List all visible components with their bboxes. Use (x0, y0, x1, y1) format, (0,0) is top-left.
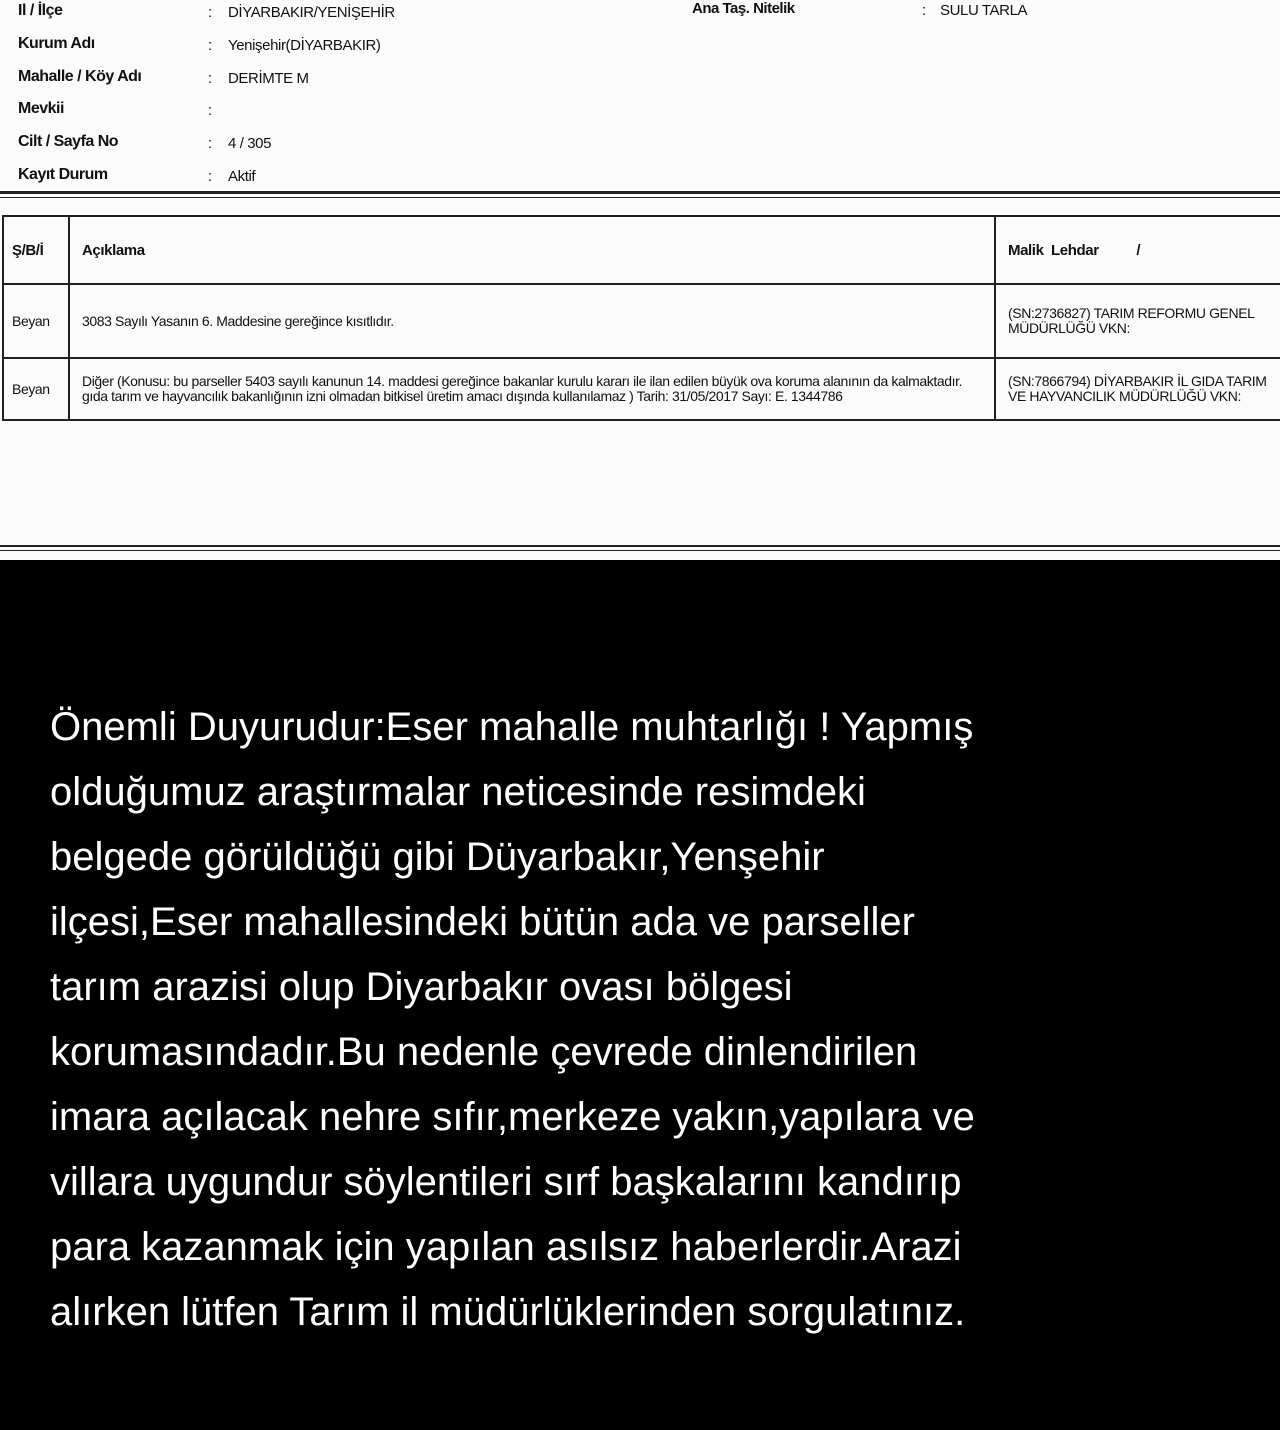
field-label: Kayıt Durum (18, 166, 108, 183)
field-separator: : (208, 168, 212, 185)
field-value: SULU TARLA (940, 2, 1028, 19)
notice-line: tarım arazisi olup Diyarbakır ovası bölgesi (50, 965, 793, 1009)
field-label: Kurum Adı (18, 35, 95, 52)
notice-line: imara açılacak nehre sıfır,merkeze yakın,yapılara ve (50, 1095, 975, 1139)
notice-line: Önemli Duyurudur:Eser mahalle muhtarlığı ! Yapmış (50, 705, 974, 749)
row-owner: (SN:2736827) TARIM REFORMU GENEL MÜDÜRLÜĞÜ VKN: (995, 284, 1280, 358)
annotations-table (2, 215, 1280, 421)
field-value: 4 / 305 (228, 135, 272, 152)
column-header: Malik Lehdar / (995, 216, 1280, 284)
table-row (3, 358, 1280, 420)
row-type: Beyan (3, 358, 69, 420)
column-header: Ş/B/İ (3, 216, 69, 284)
field-separator: : (208, 102, 212, 119)
row-description: 3083 Sayılı Yasanın 6. Maddesine gereğince kısıtlıdır. (69, 284, 995, 358)
notice-line: belgede görüldüğü gibi Düyarbakır,Yenşehir (50, 835, 825, 879)
row-type: Beyan (3, 284, 69, 358)
table-row (3, 284, 1280, 358)
land-registry-document (0, 0, 1280, 560)
field-label: Cilt / Sayfa No (18, 133, 119, 150)
notice-line: alırken lütfen Tarım il müdürlüklerinden sorgulatınız. (50, 1290, 966, 1334)
notice-line: villara uygundur söylentileri sırf başkalarını kandırıp (50, 1160, 962, 1204)
notice-line: korumasındadır.Bu nedenle çevrede dinlendirilen (50, 1030, 918, 1074)
notice-line: para kazanmak için yapılan asılsız haberlerdir.Arazi (50, 1225, 962, 1269)
field-label: Mevkii (18, 100, 64, 117)
field-value: DİYARBAKIR/YENİŞEHİR (228, 4, 395, 21)
field-label: Ana Taş. Nitelik (692, 0, 795, 17)
divider (0, 550, 1280, 551)
field-value: Aktif (228, 168, 256, 185)
column-header: Açıklama (69, 216, 995, 284)
divider (0, 545, 1280, 547)
field-separator: : (208, 4, 212, 21)
field-value: Yenişehir(DİYARBAKIR) (228, 37, 381, 54)
notice-line: ilçesi,Eser mahallesindeki bütün ada ve parseller (50, 900, 915, 944)
field-label: Il / İlçe (18, 2, 63, 19)
field-label: Mahalle / Köy Adı (18, 68, 142, 85)
row-owner: (SN:7866794) DİYARBAKIR İL GIDA TARIM VE HAYVANCILIK MÜDÜRLÜĞÜ VKN: (995, 358, 1280, 420)
divider (0, 197, 1280, 198)
row-description: Diğer (Konusu: bu parseller 5403 sayılı kanunun 14. maddesi gereğince bakanlar kurulu kararı ile ilan edilen büyük ova koruma alanının da kalmaktadır. gıda tarım ve hayvancılık bakanlığının izni olmadan bitkisel üretim amacı dışında kullanılamaz ) Tarih: 31/05/2017 Sayı: E. 1344786 (69, 358, 995, 420)
table-header-row (3, 216, 1280, 284)
notice-panel (0, 560, 1280, 1430)
field-separator: : (208, 135, 212, 152)
divider (0, 191, 1280, 194)
notice-line: olduğumuz araştırmalar neticesinde resimdeki (50, 770, 866, 814)
field-separator: : (208, 70, 212, 87)
field-value: DERİMTE M (228, 70, 309, 87)
field-separator: : (922, 2, 926, 19)
field-separator: : (208, 37, 212, 54)
